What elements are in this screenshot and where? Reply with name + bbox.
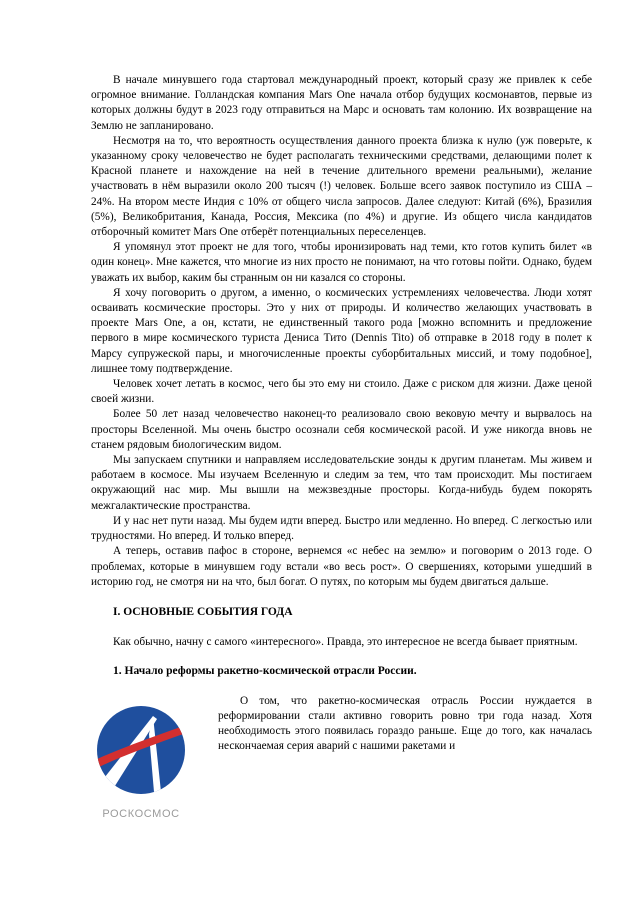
logo-text: РОСКОСМОС [102,807,180,820]
section-intro: Как обычно, начну с самого «интересного». Правда, это интересное не всегда бывает приятным. [113,636,578,649]
subsection-heading: 1. Начало реформы ракетно-космической отрасли России. [113,665,417,678]
subsection-text: О том, что ракетно-космическая отрасль России нуждается в реформировании стали активно говорить ровно три года назад. Хотя необходимость этого появилась гораздо раньше. Еще до того, как началась нескончаемая серия аварий с нашими ракетами и [218,694,592,753]
paragraph-6: Более 50 лет назад человечество наконец-то реализовало свою вековую мечту и вырвалось на просторы Вселенной. Мы очень быстро осознали себя космической расой. И уже никогда вновь не станем рядовым биологическим видом. [91,408,592,451]
paragraph-8: И у нас нет пути назад. Мы будем идти вперед. Быстро или медленно. Но вперед. С легкостью или трудностями. Но вперед. И только вперед. [91,514,592,543]
paragraph-2: Несмотря на то, что вероятность осуществления данного проекта близка к нулю (уж поверьте, к указанному сроку человечество не будет располагать техническими средствами, делающими полет к Красной планете и нахождение на ней в течение длительного времени реальными), желание участвовать в нём выразили около 200 тысяч (!) человек. Больше всего заявок поступило из США – 24%. На втором месте Индия с 10% от общего числа запросов. Далее следуют: Китай (6%), Бразилия (5%), Великобритания, Канада, Россия, Мексика (по 4%) и другие. Из общего числа кандидатов отборочный комитет Mars One отберёт потенциальных переселенцев. [91,134,592,239]
paragraph-1: В начале минувшего года стартовал международный проект, который сразу же привлек к себе огромное внимание. Голландская компания Mars One начала отбор будущих космонавтов, первые из которых должны будут в 2023 году отправиться на Марс и основать там колонию. Их возвращение на Землю не запланировано. [91,74,592,132]
paragraph-5: Человек хочет летать в космос, чего бы это ему ни стоило. Даже с риском для жизни. Даже ценой своей жизни. [91,378,592,406]
roscosmos-logo [91,694,191,824]
paragraph-3: Я упомянул этот проект не для того, чтобы иронизировать над теми, кто готов купить билет «в один конец». Мне кажется, что многие из них просто не понимают, на что готовы пойти. Однако, будем уважать их выбор, каким бы странным он ни казался со стороны. [91,241,592,284]
document-page [91,73,592,820]
subsection-body [91,694,592,820]
paragraph-4: Я хочу поговорить о другом, а именно, о космических устремлениях человечества. Люди хотят осваивать космические просторы. Это у них от природы. И количество желающих участвовать в проекте Mars One, а он, кстати, не единственный такого рода [можно вспомнить и предложение первого в мире космического туриста Дениса Тито (Dennis Tito) об отправке в 2018 году в полет к Марсу супружеской пары, и многочисленные проекты суборбитальных миссий, и тому подобное], лишнее тому подтверждение. [91,286,592,375]
section-heading: I. ОСНОВНЫЕ СОБЫТИЯ ГОДА [113,605,293,618]
paragraph-9: А теперь, оставив пафос в стороне, вернемся «с небес на землю» и поговорим о 2013 годе. О проблемах, которые в минувшем году встали «во весь рост». О свершениях, которыми ушедший в историю год, не смотря ни на что, был богат. О путях, по которым мы будем двигаться дальше. [91,545,592,588]
paragraph-7: Мы запускаем спутники и направляем исследовательские зонды к другим планетам. Мы живем и работаем в космосе. Мы изучаем Вселенную и следим за тем, что там происходит. Мы постигаем окружающий нас мир. Мы вышли на межзвездные просторы. Когда-нибудь будем покорять межгалактические пространства. [91,454,592,512]
roscosmos-logo-icon [91,694,191,806]
